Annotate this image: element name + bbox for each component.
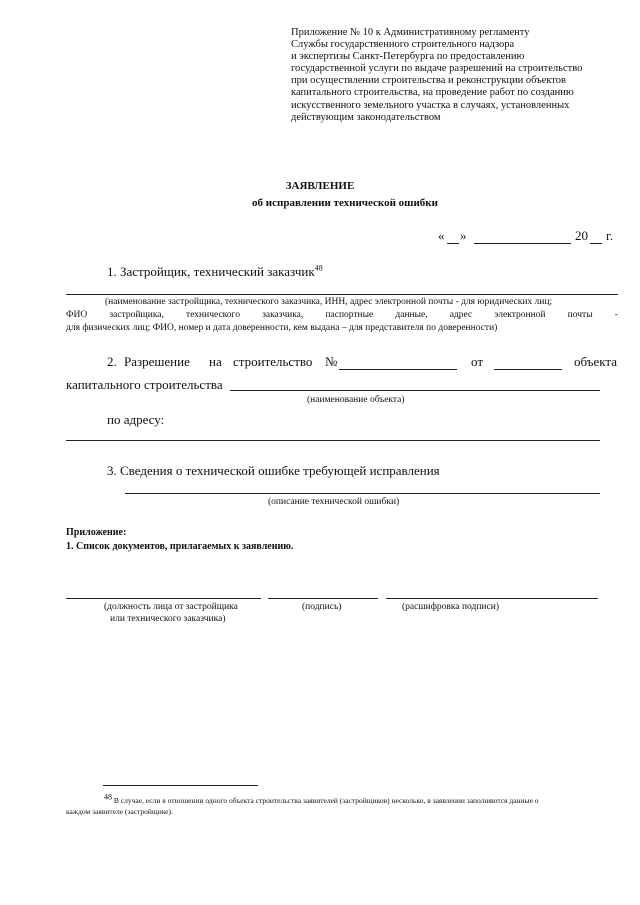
hint-word: электронной [494,310,546,320]
year-suffix: г. [606,228,614,243]
year-blank[interactable] [590,243,602,244]
header-note-line: действующим законодательством [291,111,441,123]
applicant-line[interactable] [66,294,618,295]
date-line [0,228,640,248]
date-quote-close: » [460,228,467,243]
address-label: по адресу: [107,412,165,427]
position-line[interactable] [66,598,261,599]
section2-line2: капитального строительства [66,377,223,392]
footnote-ref: 48 [314,263,323,273]
footnote-text1: В случае, если в отношении одного объекта строительства заявителей (застройщиков) несколько, в заявлении заполняются данные о [113,796,539,805]
object-name-line[interactable] [230,390,600,391]
document-subtitle: об исправлении технической ошибки [252,197,438,209]
section2-from: от [471,354,484,369]
section2-no-sign: № [325,354,338,369]
permit-number-blank[interactable] [339,369,457,370]
footnote-line2: каждом заявителе (застройщике). [66,807,173,816]
header-note-line: государственной услуги по выдаче разрешений на строительство [291,63,583,75]
date-quote-open: « [438,228,445,243]
hint-word: ФИО [66,310,88,320]
section1-label-text: 1. Застройщик, технический заказчик [107,264,315,279]
section3-hint: (описание технической ошибки) [268,497,400,507]
section1-label [107,264,323,280]
address-line[interactable] [66,440,600,441]
section2-word: Разрешение [124,354,190,369]
section1-hint-line1: (наименование застройщика, технического заказчика, ИНН, адрес электронной почты - для юридических лиц; [105,297,553,307]
day-blank[interactable] [447,243,459,244]
hint-word: технического [186,310,240,320]
header-note-line: искусственного земельного участка в случаях, установленных [291,99,570,111]
footnote-mark: 48 [104,792,112,802]
header-note [291,27,621,124]
hint-word: застройщика, [109,310,164,320]
section3-label: 3. Сведения о технической ошибке требующей исправления [107,463,440,478]
hint-word: заказчика, [262,310,304,320]
year-prefix: 20 [575,228,588,243]
footnote-line1 [66,792,626,806]
decoding-hint: (расшифровка подписи) [402,602,499,612]
hint-word: паспортные [325,310,374,320]
section1-hint-line2 [66,310,618,320]
signature-line[interactable] [268,598,378,599]
attachment-title: Приложение: [66,527,127,538]
header-note-line: Приложение № 10 к Административному регламенту [291,27,530,38]
footnote [66,792,626,817]
hint-word: данные, [395,310,428,320]
error-description-line[interactable] [125,493,600,494]
hint-word: почты [567,310,593,320]
position-hint-line1: (должность лица от застройщика [104,602,238,612]
hint-word: адрес [449,310,473,320]
decoding-line[interactable] [386,598,598,599]
section2-num: 2. [107,354,117,369]
position-hint-line2: или технического заказчика) [110,614,226,624]
section2-object: объекта [574,354,618,369]
header-note-line: при осуществлении строительства и реконструкции объектов [291,75,566,87]
section2-word: на [209,354,222,369]
document-title: ЗАЯВЛЕНИЕ [285,180,355,192]
header-note-line: Службы государственного строительного надзора [291,39,515,51]
hint-word: - [614,310,618,320]
section2-hint: (наименование объекта) [307,395,405,405]
attachment-item: 1. Список документов, прилагаемых к заявлению. [66,541,294,552]
header-note-line: и экспертизы Санкт-Петербурга по предоставлению [291,51,525,63]
section2-word: строительство [233,354,313,369]
permit-date-blank[interactable] [494,369,562,370]
section1-hint-line3: для физических лиц; ФИО, номер и дата доверенности, кем выдана – для представителя по доверенности) [66,323,498,333]
signature-hint: (подпись) [302,602,342,612]
section2-row1 [0,354,640,374]
header-note-line: капитального строительства, на проведение работ по созданию [291,87,574,99]
month-blank[interactable] [474,243,571,244]
footnote-separator [103,785,258,786]
